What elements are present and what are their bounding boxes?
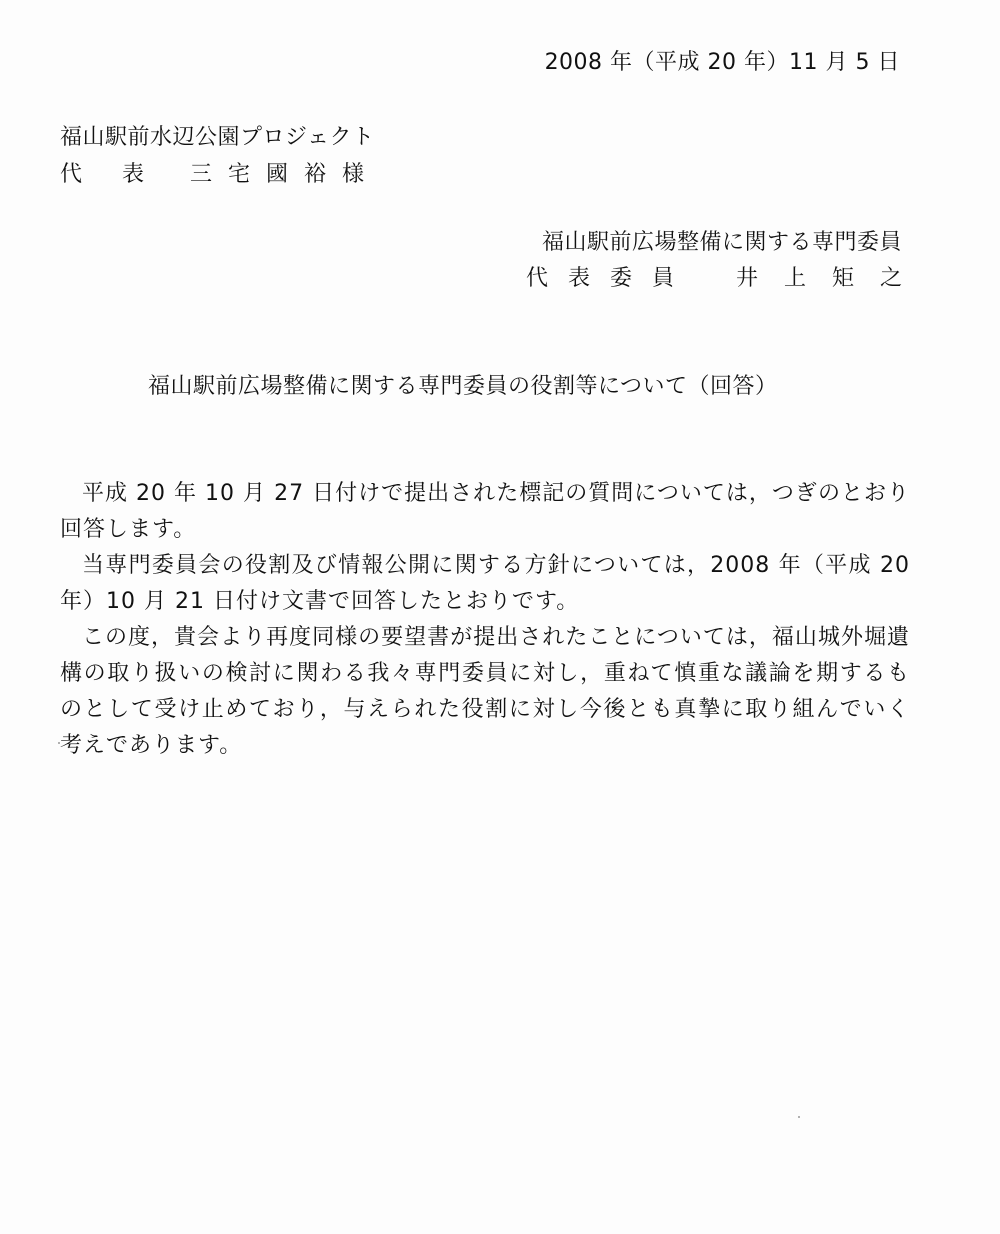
body-paragraph: 当専門委員会の役割及び情報公開に関する方針については，2008 年（平成 20 年）10 月 21 日付け文書で回答したとおりです。 xyxy=(60,553,910,614)
recipient-line xyxy=(60,160,380,190)
sender-name: 井上矩之 xyxy=(735,266,928,291)
sender-organization: 福山駅前広場整備に関する専門委員 xyxy=(541,230,902,255)
document-date: 2008 年（平成 20 年）11 月 5 日 xyxy=(544,50,900,75)
recipient-role: 代表 xyxy=(60,162,185,187)
document-subject: 福山駅前広場整備に関する専門委員の役割等について（回答） xyxy=(148,374,778,399)
recipient-organization: 福山駅前水辺公園プロジェクト xyxy=(60,125,375,150)
sender-line xyxy=(525,264,928,294)
sender-role: 代表委員 xyxy=(525,266,694,291)
scan-speck xyxy=(798,1116,800,1118)
body-paragraph: 平成 20 年 10 月 27 日付けで提出された標記の質問については，つぎのとおり回答します。 xyxy=(60,481,910,542)
recipient-name: 三宅國裕様 xyxy=(190,162,381,187)
document-body xyxy=(60,476,910,764)
scan-speck xyxy=(58,742,60,744)
body-paragraph: この度，貴会より再度同様の要望書が提出されたことについては，福山城外堀遺構の取り扱いの検討に関わる我々専門委員に対し，重ねて慎重な議論を期するものとして受け止めており，与えられた役割に対し今後とも真摯に取り組んでいく考えであります。 xyxy=(60,625,910,758)
